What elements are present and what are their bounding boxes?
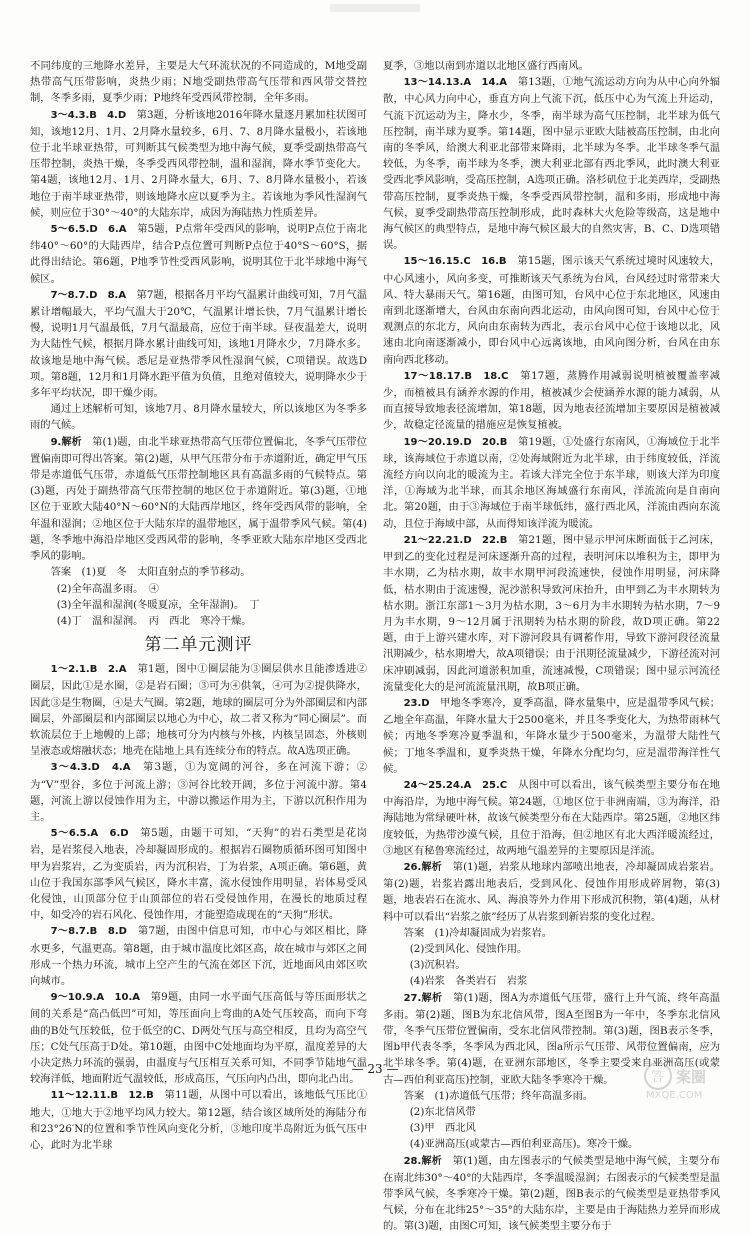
paragraph: 不同纬度的三地降水差异，主要是大气环流状况的不同造成的，M地受副热带高气压带影响，炎热少雨；N地受副热带高气压带和西风带交替控制，冬季多雨，夏季少雨；P地终年受西风带控制，全年多雨。: [30, 60, 367, 105]
question-number: 5～6.5.D 6.A: [50, 224, 127, 236]
question-explanation: 第5题，由题干可知，“天狗”的岩石类型是花岗岩，是岩浆侵入地表，冷却凝固形成的。根据岩石圈物质循环图可知图中甲为岩浆岩，乙为变质岩，丙为沉积岩，丁为岩浆，A项正确。第6题，黄山位于我国东部季风气候区，降水丰富，流水侵蚀作用明显，岩体易受风化侵蚀，山顶部分位于山顶部位的岩石受侵蚀作用，在漫长的地质过程中，如受冷的岩石风化、侵蚀作用，才能塑造成现在的“天狗”形状。: [30, 827, 367, 922]
question-explanation: 第(1)题，由左图表示的气候类型是地中海气候，主要分布在南北纬30°～40°的大陆西岸，冬季温暖湿润；右图表示的气候类型是温带季风气候，冬季寒冷干燥。第(2)题，图B表示的气候类型是亚热带季风气候，分布在北纬25°～35°的大陆东岸，主要是由于海陆热力差异而形成的。第(3)题，由图C可知，该气候类型主要分布于: [383, 1154, 721, 1233]
question-block: [30, 1087, 367, 1153]
question-block: [383, 253, 720, 367]
answer-line: (3)甲 西北风: [409, 1122, 476, 1135]
question-explanation: 第13题，①地气流运动方向为从中心向外辐散，中心风力向中心，垂直方向上气流下沉，低压中心为气流上升运动，气流下沉运动为主，降水少，冬季，南半球为高气压控制，北半球为低气压控制，南半球为夏季。第14题，图中显示亚欧大陆被高压控制，由北向南的冬季风，给澳大利亚北部带来降雨，北半球为冬季。北半球冬季气温较低，为冬季，南半球为冬季，澳大利亚北部有西北季风，此时澳大利亚受西北季风影响，受高压控制，A选项正确。洛杉矶位于北美西岸，受副热带高压控制，夏季炎热干燥，冬季受西风带控制，温和多雨，形成地中海气候，夏季受副热带高压控制形成，此时森林大火危险等级高，这是地中海气候区的典型特点，是地中海气候区最大的自然灾害，B、C、D选项错误。: [383, 76, 720, 252]
question-explanation: 第15题，图示该天气系统过境时风速较大，中心风速小，风向多变，可推断该天气系统为台风，台风经过时常带来大风、特大暴雨天气。第16题，由图可知，台风中心位于东北地区，风速由南到北逐渐增大，台风由东南向西北运动，由风向图可知，台风中心位于观测点的东北方，风向由东南转为西北，表示台风中心位于该地以北，风速由北向南逐渐减小，即台风中心远离该地，由风向图分析，台风在由东南向西北移动。: [383, 255, 720, 366]
answer-line: (3)全年温和湿润(冬暖夏凉，全年湿润)。 丁: [56, 598, 260, 611]
question-block: [383, 1153, 720, 1235]
question-block: [30, 107, 367, 221]
question-block: [383, 74, 720, 253]
answer-line: 答案 (1)赤道低气压带；终年高温多雨。: [403, 1089, 594, 1102]
question-number: 13～14.13.A 14.A: [403, 77, 507, 89]
question-number: 15～16.15.C 16.B: [403, 256, 507, 268]
question-block: [30, 759, 367, 825]
question-explanation: 第11题，从图中可以看出，该地低气压比①地大，①地大于②地平均风力较大。第12题，结合该区域所处的海陆分布和23°26′N的位置和季节性风向变化分析，③地印度半岛附近为低气压中心，此时为北半球: [30, 1089, 367, 1151]
question-explanation: 甲地冬季寒冷，夏季高温，降水量集中，应是温带季风气候；乙地全年高温，年降水量大于2500毫米，并且冬季变化大，为热带雨林气候；丙地冬季寒冷夏季温和，年降水量少于500毫米，为温带大陆性气候；丁地冬季温和，夏季炎热干燥，年降水分配均匀，应是温带海洋性气候。: [383, 696, 721, 775]
question-block: [383, 859, 720, 925]
watermark-text: MXQE.COM: [646, 1090, 703, 1101]
question-explanation: 第5题，P点常年受西风的影响，说明P点位于南北纬40°～60°的大陆西岸，结合P点位置可判断P点位于40°S～60°S，据此得出结论。第6题，P地季节性受西风影响，说明其位于北半球地中海气候区。: [30, 223, 367, 285]
question-block: [30, 825, 367, 923]
question-number: 11～12.11.B 12.B: [50, 1090, 154, 1102]
question-block: [30, 923, 367, 989]
question-number: 1～2.1.B 2.A: [50, 664, 127, 676]
question-number: 28.解析: [403, 1155, 443, 1167]
answer-line: (2)东北信风带: [409, 1106, 476, 1118]
question-number: 7～8.7.B 8.D: [50, 926, 127, 938]
answer-line: (2)全年高温多雨。 ④: [56, 582, 159, 595]
question-number: 21～22.21.D 22.B: [403, 534, 508, 546]
answer-line: (4)岩浆 各类岩石 岩浆: [409, 975, 528, 988]
question-number: 9～10.9.A 10.A: [50, 992, 140, 1004]
svg-text:案圈: 案圈: [676, 1068, 707, 1086]
question-explanation: 第21题，图中显示甲河床断面低于乙河床，甲到乙的变化过程是河床逐渐升高的过程，表明河床以堆积为主，即甲为丰水期，乙为枯水期，故丰水期甲河段流速快，侵蚀作用明显，河床降低，枯水期由于流速慢，泥沙淤积导致河床抬升，由甲到乙为丰水期转为枯水期。浙江东部1～3月为枯水期，3～6月为丰水期转为枯水期，7～9月为丰水期，9～12月属于汛期转为枯水期的阶段，故D项正确。第22题，由于上游兴建水库，对下游河段具有调蓄作用，导致下游河段径流量汛期减少，枯水期增大，故A项错误；由于汛期径流量减少，下游径流对河床冲刷减弱，因此河道淤积加重，流速减慢，C项错误；图中显示河流径流量变化大的是河流流量汛期，故B项正确。: [383, 533, 720, 693]
watermark-logo: [642, 1060, 734, 1102]
question-explanation: 第19题，①处盛行东南风，①海域位于北半球，该海域位于赤道以南，②处海域附近为北半球，由于纬度较低，洋流流经方向以向北的暖流为主。若该大洋完全位于东半球，则该大洋为印度洋，①海域为北半球，而其余地区海域盛行东南风，洋流流向是自南向北。第20题，由于③海域位于南半球低纬，盛行西北风，洋流由西向东流动，且位于海域中部，从而得知该洋流为暖流。: [383, 435, 720, 530]
question-number: 26.解析: [403, 861, 443, 873]
paragraph: 夏季，③地以南到赤道以北地区盛行西南风。: [383, 60, 589, 72]
question-number: 5～6.5.A 6.D: [50, 828, 129, 840]
question-explanation: 第1题，图中①圈层能为③圈层供水且能渗透进②圈层，因此①是水圈，②是岩石圈；③可为④供氧，④可为②提供降水，因此③是生物圈，④是大气圈。第2题，地球的圈层可分为外部圈层和内部圈层，外部圈层和内部圈层以地心为中心，故二者又称为“同心圈层”。而软流层位于上地幔的上部；地核可分为内核与外核，内核呈固态，外核则呈液态或熔融状态；地壳在陆地上具有连续分布的特点。故A选项正确。: [30, 663, 368, 758]
answer-line: (2)受到风化、侵蚀作用。: [409, 942, 528, 955]
question-block: [383, 695, 720, 777]
question-number: 3～4.3.D 4.A: [50, 762, 131, 774]
question-block: [383, 777, 720, 859]
answer-line: (3)沉积岩。: [409, 959, 466, 972]
question-explanation: 第(1)题，岩浆从地球内部喷出地表，冷却凝固成岩浆岩。第(2)题，岩浆岩露出地表后，受到风化、侵蚀作用形成碎屑物，第(3)题，地表岩石在流水、风、海浪等外力作用下形成沉积物，第(4)题，从材料中可以看出“岩浆之旅”经历了从岩浆到新岩浆的变化过程。: [383, 860, 721, 923]
question-block: [30, 434, 367, 565]
question-explanation: 第9题，由同一水平面气压高低与等压面形状之间的关系是“高凸低凹”可知，等压面向上弯曲的A处气压较高，而向下弯曲的B处气压较低，位于低空的C、D两处气压与高空相反，且均为高空气压；C处气压高于D处。第10题，由图中C处地面均为平原，温度差异的大小决定热力环流的强弱，由温度与气压相互关系可知，不同季节陆地气温较海洋低，地面附近气温较低，形成高压，气压向内凸出，即向北凸出。: [30, 991, 367, 1086]
question-number: 24～25.24.A 25.C: [403, 779, 508, 791]
section-title: 第二单元测评: [144, 635, 253, 656]
question-explanation: 第(1)题，由北半球亚热带高气压带位置偏北，冬季气压带位置偏南即可得出答案。第(2)题，从甲气压带分布于赤道附近，确定甲气压带是赤道低气压带，赤道低气压带控制地区具有高温多雨的气候特点。第(3)题，丙处于副热带高气压带控制的地区位于赤道附近。第(3)题，①地区位于亚欧大陆40°N～60°N的大陆西岸地区，终年受西风带的影响，全年温和湿润；②地区位于大陆东岸的温带地区，属于温带季风气候。第(4)题，冬季地中海沿岸地区受西风带的影响，冬季亚欧大陆东岸地区受西北季风的影响。: [30, 435, 368, 563]
answer-line: (4)亚洲高压(或蒙古—西伯利亚高压)。寒冷干燥。: [409, 1138, 639, 1151]
answer-line: 答案 (1)冷却凝固成为岩浆岩。: [403, 926, 553, 939]
answer-line: (4)丁 温和湿润。 丙 西北 寒冷干燥。: [56, 614, 252, 627]
question-block: [383, 368, 720, 434]
question-block: [30, 221, 367, 287]
svg-text:答: 答: [651, 1070, 665, 1085]
question-number: 9.解析: [50, 436, 82, 448]
question-explanation: 第3题，①为宽阔的河谷，多在河流下游；②为“V”型谷，多位于河流上游；③河谷比较开阔，多位于河流中游。第4题，河流上游以侵蚀作用为主，中游以搬运作用为主，下游以沉积作用为主。: [30, 761, 367, 823]
question-block: [30, 661, 367, 759]
page-number: — 23 —: [351, 1062, 399, 1076]
question-explanation: 第7题，由图中信息可知，市中心与郊区相比，降水更多，气温更高。第8题，由于城市温度比郊区高，故在城市与郊区之间形成一个热力环流，城市上空产生的气流在郊区下沉，近地面风由郊区吹向城市。: [30, 925, 368, 987]
question-number: 17～18.17.B 18.C: [403, 370, 509, 382]
question-explanation: 第7题，根据各月平均气温累计曲线可知，7月气温累计增幅最大，平均气温大于20℃，气温累计增长快，7月气温累计增长慢，说明1月气温最低，7月气温最高，应位于南半球。昼夜温差大，说明为大陆性气候，根据月降水累计曲线可知，该地1月降水少，7月降水多。故该地是地中海气候。悉尼是亚热带季风性湿润气候，C项错误。故选D项。第8题，12月和1月降水距平值为负值，且绝对值较大，说明降水少于多年平均状况，即干燥少雨。: [30, 288, 367, 400]
question-block: [30, 287, 367, 401]
question-number: 27.解析: [403, 992, 443, 1004]
question-explanation: 从图中可以看出，该气候类型主要分布在地中海沿岸，为地中海气候。第24题，①地区位于非洲南端，③为海洋，沿海陆地为常绿硬叶林，故该气候类型分布在大陆西岸。第25题，②地区纬度较低，为热带沙漠气候，且位于沿海，但②地区有北大西洋暖流经过，③地区有秘鲁寒流经过，故两地气温差异的主要原因是洋流。: [383, 778, 721, 857]
question-explanation: 第3题，分析该地2016年降水量逐月累加柱状图可知，该地12月、1月、2月降水量较多，6月、7、8月降水量极小，若该地位于北半球亚热带，可判断其气候类型为地中海气候，夏季受副热带高气压带控制，炎热干燥，冬季受西风带控制，温和湿润，降水季节变化大。第4题，该地12月、1月、2月降水量大，6月、7、8月降水量极小，若该地位于南半球亚热带，则该地降水应以夏季为主。若该地为季风性湿润气候，则应位于30°～40°的大陆东岸，成因为海陆热力性质差异。: [30, 108, 367, 219]
question-block: [383, 434, 720, 532]
question-number: 19～20.19.D 20.B: [403, 436, 508, 448]
question-explanation: 第17题，蒸腾作用减弱说明植被覆盖率减少，而植被具有涵养水源的作用，植被减少会使涵养水源的能力减弱，从而直接导致地表径流增加，第18题，因为地表径流增加主要原因是植被减少，故稳定径流量的措施应是恢复植被。: [383, 369, 720, 432]
question-number: 7～8.7.D 8.A: [50, 289, 127, 301]
header-mark: [330, 4, 420, 12]
question-block: [383, 532, 720, 695]
paragraph: 通过上述解析可知，该地7月、8月降水量较大，所以该地区为冬季多雨的气候。: [30, 403, 367, 432]
question-number: 23.D: [403, 697, 430, 709]
answer-line: 答案 (1)夏 冬 太阳直射点的季节移动。: [50, 566, 251, 579]
question-number: 3～4.3.B 4.D: [50, 109, 127, 121]
left-column: [30, 58, 368, 1151]
question-explanation: 第(1)题，图A为赤道低气压带，盛行上升气流，终年高温多雨。第(2)题，图B为东北信风带，图A至图B为一年中，冬季东北信风带，冬季气压带位置偏南，受东北信风带控制。第(3)题，图B表示冬季，图b甲代表冬季，冬季风为西北风，图a所示气压带、风带位置偏南，应为北半球冬季。第(4)题，在亚洲东部地区，冬季主要受来自亚洲高压(或蒙古—西伯利亚高压)控制，亚欧大陆冬季寒冷干燥。: [383, 991, 721, 1086]
